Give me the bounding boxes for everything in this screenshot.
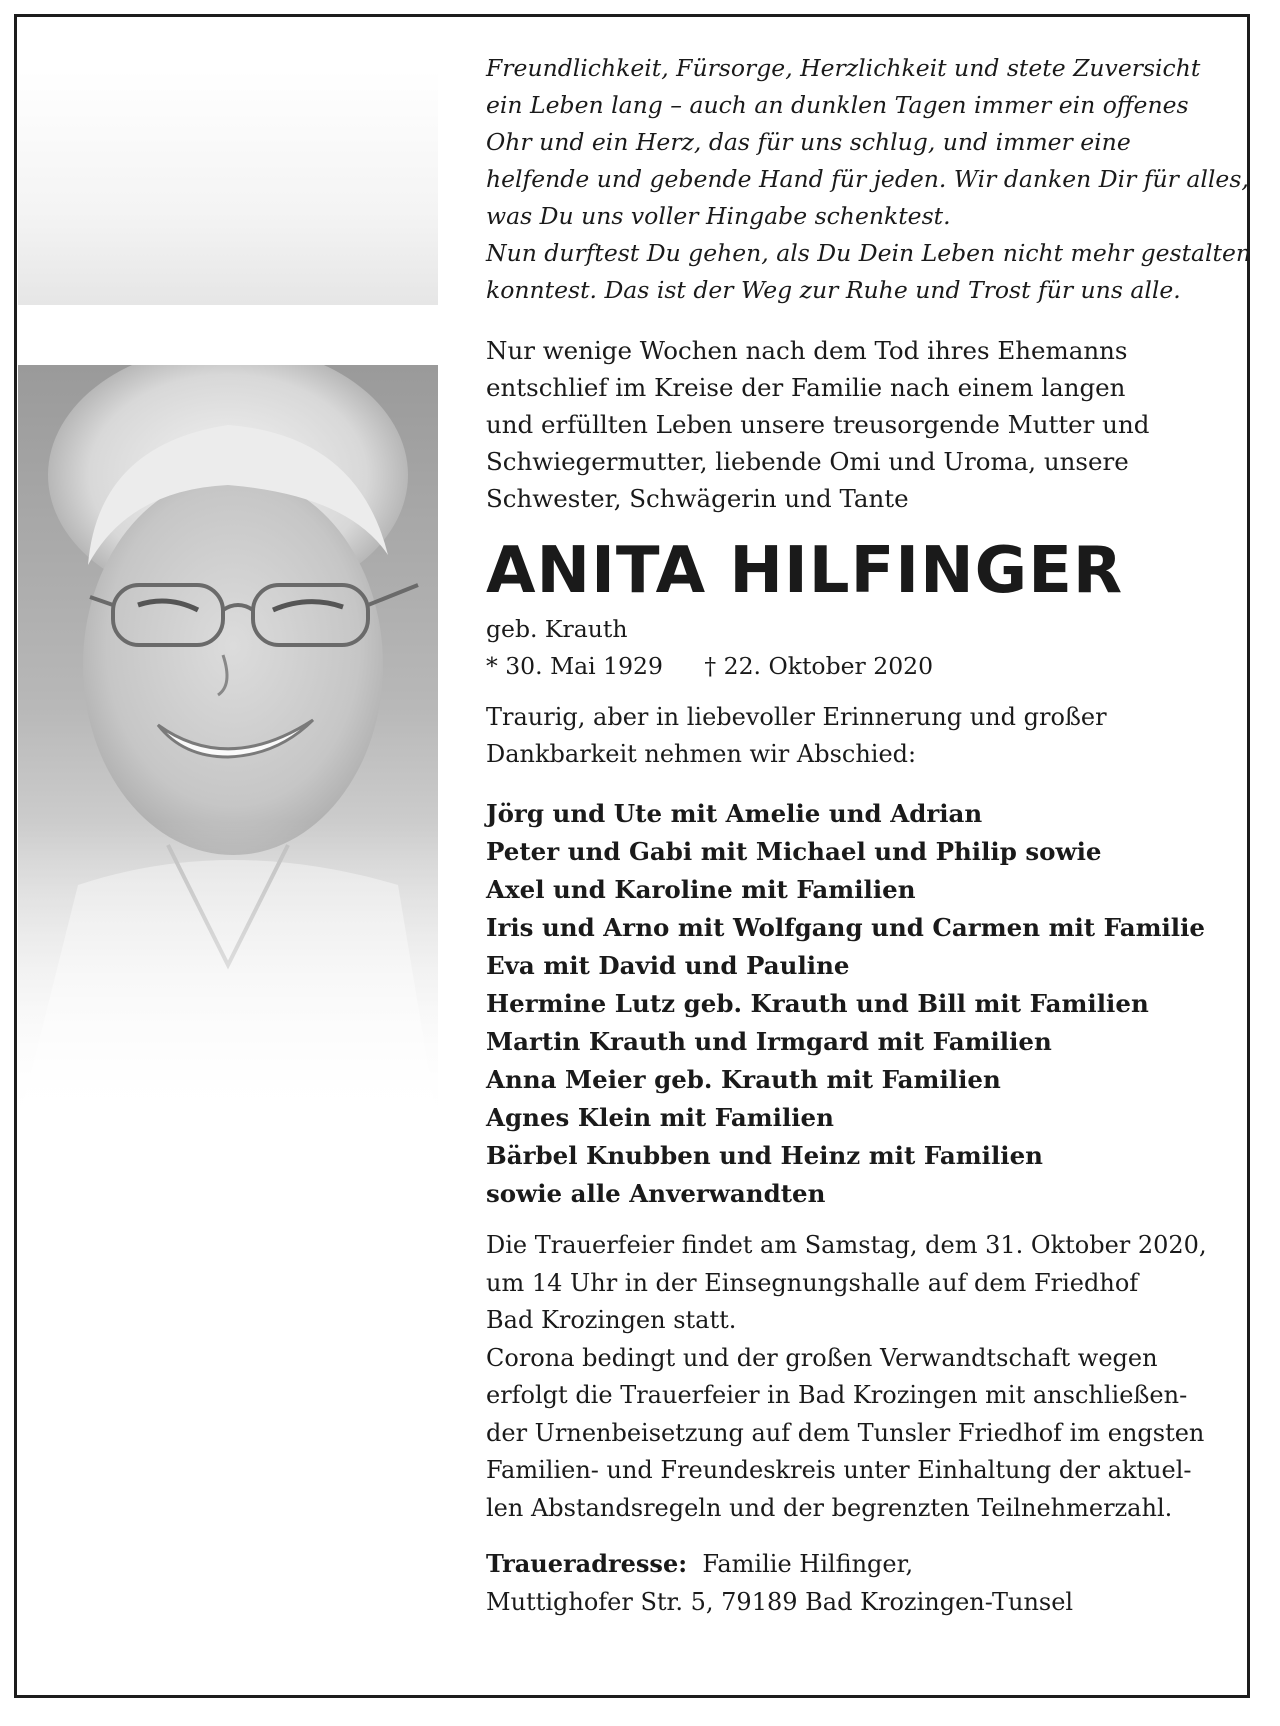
- intro-text: [486, 332, 1246, 517]
- address-family: Familie Hilfinger,: [702, 1550, 914, 1578]
- poem-line: was Du uns voller Hingabe schenktest.: [486, 202, 951, 230]
- life-dates: [486, 648, 1246, 685]
- family-member: Anna Meier geb. Krauth mit Familien: [486, 1065, 1001, 1094]
- address-line-2: Muttighofer Str. 5, 79189 Bad Krozingen-Tunsel: [486, 1588, 1074, 1616]
- poem-line: Freundlichkeit, Fürsorge, Herzlichkeit und stete Zuversicht: [486, 54, 1201, 82]
- deceased-name: ANITA HILFINGER: [486, 534, 1124, 608]
- death-date: † 22. Oktober 2020: [704, 652, 934, 680]
- family-member: Jörg und Ute mit Amelie und Adrian: [486, 799, 983, 828]
- intro-line: entschlief im Kreise der Familie nach einem langen: [486, 373, 1126, 402]
- poem-line: Nun durftest Du gehen, als Du Dein Leben nicht mehr gestalten: [486, 239, 1252, 267]
- family-member: Iris und Arno mit Wolfgang und Carmen mit Familie: [486, 913, 1206, 942]
- family-member: Eva mit David und Pauline: [486, 951, 850, 980]
- address-label: Traueradresse:: [486, 1549, 688, 1578]
- poem-line: ein Leben lang – auch an dunklen Tagen immer ein offenes: [486, 91, 1189, 119]
- ceremony-line: der Urnenbeisetzung auf dem Tunsler Friedhof im engsten: [486, 1418, 1205, 1447]
- poem-line: konntest. Das ist der Weg zur Ruhe und Trost für uns alle.: [486, 276, 1181, 304]
- family-member: Peter und Gabi mit Michael und Philip sowie: [486, 837, 1102, 866]
- family-list: [486, 795, 1246, 1213]
- birth-name: geb. Krauth: [486, 615, 628, 643]
- birth-date: * 30. Mai 1929: [486, 652, 663, 680]
- poem-line: helfende und gebende Hand für jeden. Wir danken Dir für alles,: [486, 165, 1249, 193]
- family-member: Axel und Karoline mit Familien: [486, 875, 916, 904]
- farewell-line: Dankbarkeit nehmen wir Abschied:: [486, 740, 917, 768]
- family-member: Martin Krauth und Irmgard mit Familien: [486, 1027, 1052, 1056]
- intro-line: Nur wenige Wochen nach dem Tod ihres Ehemanns: [486, 336, 1128, 365]
- family-member: Bärbel Knubben und Heinz mit Familien: [486, 1141, 1043, 1170]
- intro-line: und erfüllten Leben unsere treusorgende Mutter und: [486, 410, 1150, 439]
- intro-line: Schwiegermutter, liebende Omi und Uroma, unsere: [486, 447, 1129, 476]
- ceremony-line: Corona bedingt und der großen Verwandtschaft wegen: [486, 1343, 1158, 1372]
- notice-content: [486, 50, 1252, 1621]
- poem-line: Ohr und ein Herz, das für uns schlug, und immer eine: [486, 128, 1131, 156]
- farewell-line: Traurig, aber in liebevoller Erinnerung und großer: [486, 703, 1107, 731]
- ceremony-line: erfolgt die Trauerfeier in Bad Krozingen mit anschließen-: [486, 1381, 1188, 1409]
- ceremony-line: um 14 Uhr in der Einsegnungshalle auf dem Friedhof: [486, 1268, 1139, 1297]
- family-member: Agnes Klein mit Familien: [486, 1103, 834, 1132]
- portrait-photo: [18, 365, 438, 1125]
- ceremony-line: Bad Krozingen statt.: [486, 1306, 737, 1334]
- ceremony-line: Familien- und Freundeskreis unter Einhaltung der aktuel-: [486, 1456, 1192, 1484]
- family-member: Hermine Lutz geb. Krauth und Bill mit Familien: [486, 989, 1149, 1018]
- farewell-text: [486, 699, 1246, 773]
- ceremony-text: [486, 1227, 1246, 1527]
- address-line-1: [486, 1545, 1246, 1583]
- ceremony-line: Die Trauerfeier findet am Samstag, dem 31. Oktober 2020,: [486, 1231, 1207, 1259]
- family-member: sowie alle Anverwandten: [486, 1179, 826, 1208]
- intro-line: Schwester, Schwägerin und Tante: [486, 484, 909, 513]
- mourning-address: [486, 1545, 1246, 1621]
- ceremony-line: len Abstandsregeln und der begrenzten Teilnehmerzahl.: [486, 1493, 1173, 1522]
- poem-text: [486, 50, 1252, 309]
- decorative-fade: [18, 70, 438, 305]
